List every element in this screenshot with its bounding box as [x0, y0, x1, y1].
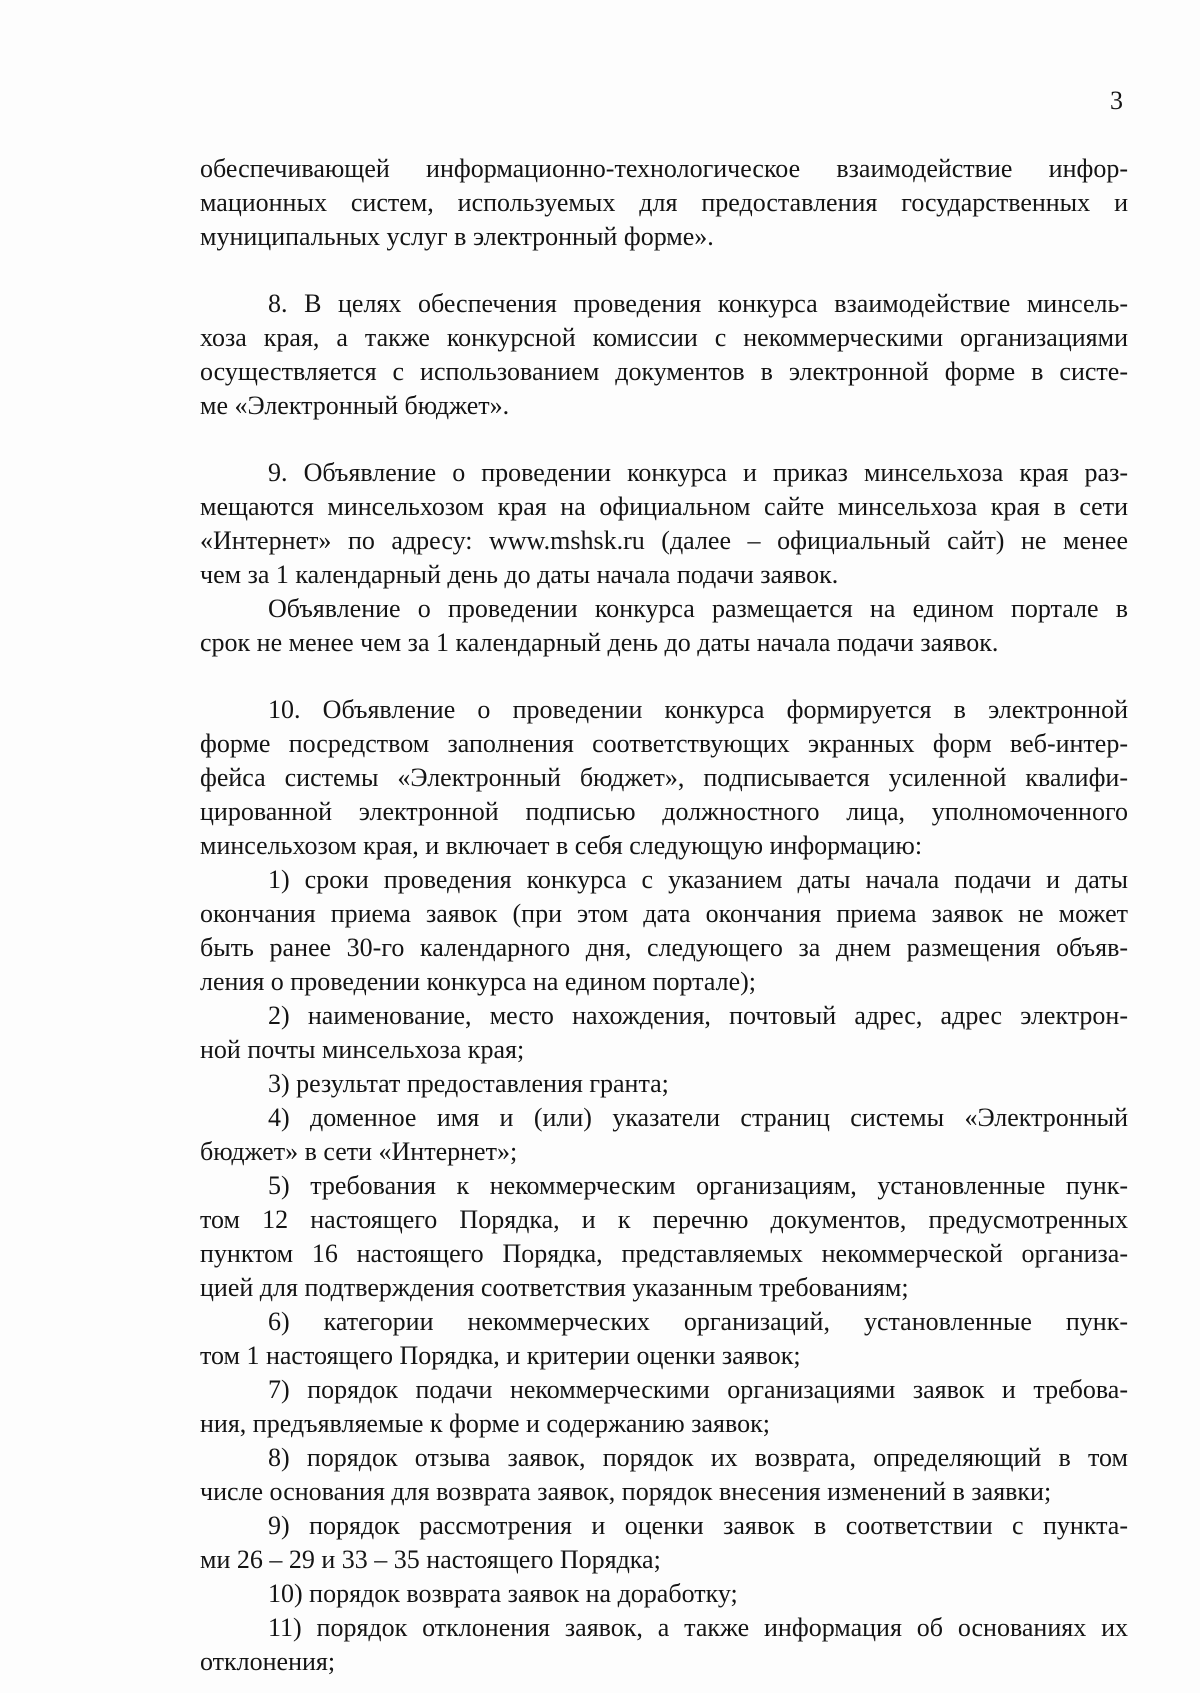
text-line: ния, предъявляемые к форме и содержанию заявок; — [200, 1409, 770, 1438]
text-line: фейса системы «Электронный бюджет», подписывается усиленной квалифи- — [200, 763, 1128, 792]
list-item-11 — [200, 1611, 1128, 1679]
text-line: 2) наименование, место нахождения, почтовый адрес, адрес электрон- — [268, 1001, 1128, 1030]
list-item-2 — [200, 999, 1128, 1067]
text-line: 3) результат предоставления гранта; — [268, 1069, 669, 1098]
text-line: минсельхозом края, и включает в себя следующую информацию: — [200, 831, 923, 860]
text-line: 4) доменное имя и (или) указатели страниц системы «Электронный — [268, 1103, 1128, 1132]
list-item-9 — [200, 1509, 1128, 1577]
text-line: 9) порядок рассмотрения и оценки заявок в соответствии с пункта- — [268, 1511, 1128, 1540]
list-item-7 — [200, 1373, 1128, 1441]
paragraph-9b — [200, 592, 1128, 660]
text-line: 6) категории некоммерческих организаций, установленные пунк- — [268, 1307, 1128, 1336]
text-line: цией для подтверждения соответствия указанным требованиям; — [200, 1273, 909, 1302]
text-line: мационных систем, используемых для предоставления государственных и — [200, 188, 1128, 217]
paragraph-10 — [200, 693, 1128, 863]
list-item-10 — [200, 1577, 1128, 1611]
text-line: осуществляется с использованием документов в электронной форме в систе- — [200, 357, 1128, 386]
list-item-8 — [200, 1441, 1128, 1509]
text-line: «Интернет» по адресу: www.mshsk.ru (далее – официальный сайт) не менее — [200, 526, 1128, 555]
paragraph-gap — [200, 660, 1128, 693]
text-line: числе основания для возврата заявок, порядок внесения изменений в заявки; — [200, 1477, 1052, 1506]
text-line: ме «Электронный бюджет». — [200, 391, 510, 420]
text-line: 10. Объявление о проведении конкурса формируется в электронной — [268, 695, 1128, 724]
text-line: цированной электронной подписью должностного лица, уполномоченного — [200, 797, 1128, 826]
text-line: бюджет» в сети «Интернет»; — [200, 1137, 518, 1166]
text-line: 1) сроки проведения конкурса с указанием даты начала подачи и даты — [268, 865, 1128, 894]
paragraph-9 — [200, 456, 1128, 592]
text-line: отклонения; — [200, 1647, 336, 1676]
paragraph-gap — [200, 254, 1128, 287]
text-line: ления о проведении конкурса на едином портале); — [200, 967, 757, 996]
list-item-1 — [200, 863, 1128, 999]
text-line: 8. В целях обеспечения проведения конкурса взаимодействие минсель- — [268, 289, 1128, 318]
text-line: 9. Объявление о проведении конкурса и приказ минсельхоза края раз- — [268, 458, 1128, 487]
paragraph-8 — [200, 287, 1128, 423]
text-line: срок не менее чем за 1 календарный день до даты начала подачи заявок. — [200, 628, 999, 657]
list-item-4 — [200, 1101, 1128, 1169]
text-line: ми 26 – 29 и 33 – 35 настоящего Порядка; — [200, 1545, 661, 1574]
text-line: чем за 1 календарный день до даты начала подачи заявок. — [200, 560, 839, 589]
text-line: хоза края, а также конкурсной комиссии с некоммерческими организациями — [200, 323, 1128, 352]
text-line: форме посредством заполнения соответствующих экранных форм веб-интер- — [200, 729, 1128, 758]
list-item-6 — [200, 1305, 1128, 1373]
text-line: ной почты минсельхоза края; — [200, 1035, 525, 1064]
text-line: муниципальных услуг в электронный форме». — [200, 222, 714, 251]
page-number: 3 — [1110, 86, 1123, 115]
text-line: 7) порядок подачи некоммерческими организациями заявок и требова- — [268, 1375, 1128, 1404]
text-line: том 1 настоящего Порядка, и критерии оценки заявок; — [200, 1341, 801, 1370]
paragraph-gap — [200, 423, 1128, 456]
text-line: мещаются минсельхозом края на официальном сайте минсельхоза края в сети — [200, 492, 1128, 521]
text-line: том 12 настоящего Порядка, и к перечню документов, предусмотренных — [200, 1205, 1128, 1234]
text-line: 5) требования к некоммерческим организациям, установленные пунк- — [268, 1171, 1128, 1200]
list-item-5 — [200, 1169, 1128, 1305]
paragraph-intro — [200, 152, 1128, 254]
text-line: 11) порядок отклонения заявок, а также информация об основаниях их — [268, 1613, 1128, 1642]
list-item-3 — [200, 1067, 1128, 1101]
text-line: 10) порядок возврата заявок на доработку; — [268, 1579, 738, 1608]
text-line: обеспечивающей информационно-технологическое взаимодействие инфор- — [200, 154, 1128, 183]
text-line: Объявление о проведении конкурса размещается на едином портале в — [268, 594, 1128, 623]
text-line: быть ранее 30-го календарного дня, следующего за днем размещения объяв- — [200, 933, 1128, 962]
text-line: пунктом 16 настоящего Порядка, представляемых некоммерческой организа- — [200, 1239, 1128, 1268]
text-line: 8) порядок отзыва заявок, порядок их возврата, определяющий в том — [268, 1443, 1128, 1472]
document-body — [200, 152, 1128, 1679]
text-line: окончания приема заявок (при этом дата окончания приема заявок не может — [200, 899, 1128, 928]
